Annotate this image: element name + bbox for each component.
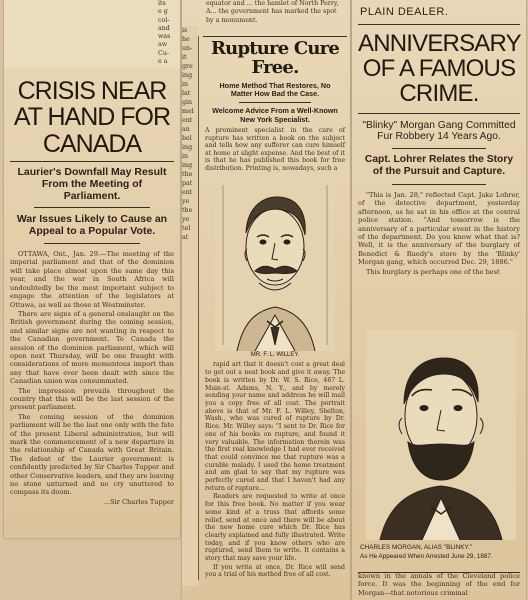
left-top-fragment: its e g col- and was aw Cu- e a [4, 0, 180, 68]
right-clipping [352, 0, 526, 600]
middle-subhead-1: Home Method That Restores, No Matter How Bad the Case. [219, 80, 331, 99]
left-paragraph: The impression prevails throughout the country that this will be the last session of the present parliament. [10, 386, 174, 412]
left-paragraph: The coming session of the dominion parliament will be the last one only with the fate of the present Liberal administration, but will mark the commencement of a new departure in the relationship of Canada with Great Britain. The defeat of the Laurier government is confidently predicted by Sir Charles Tupper and other Conservative leaders, and they are leaving no stone unturned and no cry unuttered to compass its doom. [10, 412, 174, 497]
middle-paragraph: rapid art that it doesn't cost a great deal to get out a neat book and give it away. The book is written by Dr. W. S. Rice, 467 L. Main-st. Adams, N. Y., and by merely sending your name and address he will mail you a copy free of all cost. The portrait above is that of Mr. F. L. Willey, Shelton, Wash., who was cured of rupture by Dr. Rice. Mr. Willey says: "I sent to Dr. Rice for one of his books on rupture, and found it very valuable. The information therein was the first real knowledge I had ever received that could convince me that rupture was a curable malady. I used the home treatment and am glad to say that my rupture was perfectly cured and that I haven't had any return of rupture... [205, 361, 345, 492]
willey-caption: MR. F. L. WILLEY. [250, 352, 300, 359]
right-paragraph: "This is Jan. 28," reflected Capt. Jake Lohrer, of the detective department, yesterday afternoon, as he sat in his office at the central police station. "And tomorrow is the anniversary of a particular event in the history of the department. Do you know what that is? Well, it is the anniversary of the burglary of Benedict & Ruedy's store by the 'Blinky' Morgan gang, which occurred Dec. 29, 1886." [358, 190, 520, 267]
left-paragraph: ...Sir Charles Tupper [103, 497, 174, 506]
right-headline: ANNIVERSARY OF A FAMOUS CRIME. [358, 30, 521, 108]
willey-portrait [215, 175, 335, 351]
morgan-portrait [366, 330, 516, 540]
morgan-portrait-engraving [366, 330, 516, 540]
right-bottom-text: known in the annals of the Cleveland police force. It was the beginning of the end for Morgan—that notorious criminal [358, 572, 520, 597]
middle-clipping [182, 0, 350, 600]
middle-paragraph: Readers are requested to write at once for this free book. No matter if you wear some kind of a truss that affords some relief, send at once and there will be about the new home cure which Dr. Rice has clearly explained and fully illustrated. Write today, and if you know others who are ruptured, send them to write. It contains a story that may save your life. [205, 493, 345, 563]
left-subhead-1: Laurier's Downfall May Result From the Meeting of Parliament. [17, 165, 167, 202]
right-article-body [358, 191, 520, 276]
left-paragraph: OTTAWA, Ont., Jan. 29.—The meeting of the imperial parliament and that of the dominion will take place almost upon the same day this year, and the war in South Africa will undoubtedly be the most important subject to engage the attention of the legislators at Ottawa, as well as those at Westminster. [10, 250, 174, 309]
right-subhead-1: "Blinky" Morgan Gang Committed Fur Robbery 14 Years Ago. [362, 119, 516, 143]
middle-intro: A prominent specialist in the cure of rupture has written a book on the subject and tells how any sufferer can cure himself at home at slight expense. And the best of it is that he has published this book for free distribution. Printing is, nowadays, such a [205, 126, 345, 172]
middle-article-body [205, 361, 345, 579]
right-subhead-2: Capt. Lohrer Relates the Story of the Pursuit and Capture. [364, 154, 514, 178]
middle-headline: Rupture Cure Free. [211, 38, 339, 78]
middle-top-fragment: equator and ... the hamlet of North Perry, A... the government has marked the spot by a monument. [206, 0, 339, 24]
left-headline: CRISIS NEAR AT HAND FOR CANADA [13, 77, 171, 158]
left-paragraph: There are signs of a general onslaught on the British government during the coming session, and similar signs are not wanting in respect to the Canadian government. To Canada the session of the dominion parliament, which will open next Thursday, will be one fraught with considerations of more momentous import than any that have ever been dealt with since the Canadian union was consummated. [10, 309, 174, 386]
right-paragraph: This burglary is perhaps one of the best [366, 267, 500, 276]
left-subhead-2: War Issues Likely to Cause an Appeal to a Popular Vote. [16, 212, 168, 237]
left-article-body [10, 250, 174, 506]
middle-subhead-2: Welcome Advice From a Well-Known New York Specialist. [212, 106, 338, 124]
right-masthead: PLAIN DEALER. [360, 6, 449, 18]
left-clipping [4, 0, 180, 538]
morgan-caption-sub: As He Appeared When Arrested June 29, 1887. [360, 553, 493, 560]
morgan-caption: CHARLES MORGAN, ALIAS "BLINKY." [360, 544, 473, 551]
middle-paragraph: If you write at once, Dr. Rice will send you a trial of his method free of all cost. [205, 563, 345, 579]
willey-portrait-engraving [215, 175, 335, 351]
middle-side-column: is he un- it gre ing in lat gin mel ent an bel ing in ing the pat ent ye the ye tel at [182, 26, 198, 586]
